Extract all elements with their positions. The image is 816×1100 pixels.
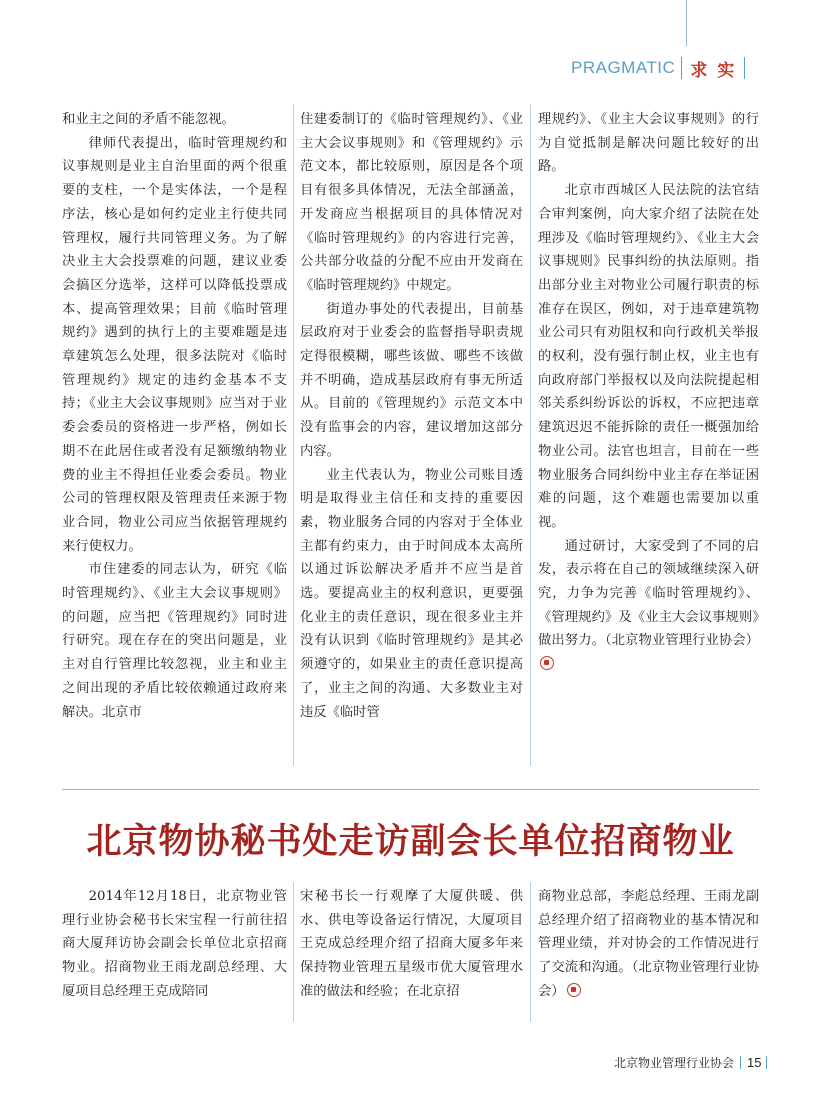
article2-title: 北京物协秘书处走访副会长单位招商物业 xyxy=(86,821,735,862)
top-margin-rule xyxy=(686,0,687,46)
section-header xyxy=(571,53,745,83)
article1-column-3 xyxy=(538,108,759,677)
article1-column-2 xyxy=(300,108,523,724)
header-divider-end xyxy=(744,57,745,79)
paragraph xyxy=(538,535,759,677)
article1-column-1 xyxy=(62,108,287,724)
column-divider xyxy=(293,104,294,766)
footer-divider-end xyxy=(766,1056,767,1069)
seal-icon xyxy=(567,983,581,997)
article-separator xyxy=(62,789,759,790)
paragraph-text: 通过研讨，大家受到了不同的启发，表示将在自己的领域继续深入研究，力争为完善《临时管理规约》、《管理规约》及《业主大会议事规则》做出努力。（北京物业管理行业协会） xyxy=(538,538,759,649)
article2-column-2 xyxy=(300,885,523,1004)
column-divider xyxy=(530,104,531,766)
publication-name: 北京物业管理行业协会 xyxy=(614,1056,735,1070)
page-footer xyxy=(614,1054,767,1071)
paragraph: 市住建委的同志认为，研究《临时管理规约》、《业主大会议事规则》的问题，应当把《管理规约》同时进行研究。现在存在的突出问题是，业主对自行管理比较忽视，业主和业主之间出现的矛盾比较依赖通过政府来解决。北京市 xyxy=(62,562,287,720)
article2-column-3 xyxy=(538,885,759,1004)
footer-divider xyxy=(740,1056,741,1069)
paragraph: 街道办事处的代表提出，目前基层政府对于业委会的监督指导职责规定得很模糊，哪些该做、哪些不该做并不明确，造成基层政府有事无所适从。目前的《管理规约》示范文本中没有监事会的内容，建议增加这部分内容。 xyxy=(300,301,523,459)
column-divider xyxy=(530,882,531,1022)
article2-column-1 xyxy=(62,885,287,1004)
paragraph: 理规约》、《业主大会议事规则》的行为自觉抵制是解决问题比较好的出路。 xyxy=(538,112,759,175)
section-label-cn: 求实 xyxy=(690,60,745,81)
paragraph: 律师代表提出，临时管理规约和议事规则是业主自治里面的两个很重要的支柱，一个是实体法，一个是程序法，核心是如何约定业主行使共同管理权，履行共同管理义务。为了解决业主大会投票难的问题，建议业委会搞区分选举，这样可以降低投票成本、提高管理效果；目前《临时管理规约》遇到的执行上的主要难题是违章建筑怎么处理，很多法院对《临时管理规约》规定的违约金基本不支持；《业主大会议事规则》应当对于业委会委员的资格进一步严格，例如长期不在此居住或者没有足额缴纳物业费的业主不得担任业委会委员。物业公司的管理权限及管理责任来源于物业合同，物业公司应当依据管理规约来行使权力。 xyxy=(62,135,287,554)
paragraph: 2014年12月18日，北京物业管理行业协会秘书长宋宝程一行前往招商大厦拜访协会副会长单位北京招商物业。招商物业王雨龙副总经理、大厦项目总经理王克成陪同 xyxy=(62,889,287,999)
paragraph: 北京市西城区人民法院的法官结合审判案例，向大家介绍了法院在处理涉及《临时管理规约》、《业主大会议事规则》民事纠纷的执法原则。指出部分业主对物业公司履行职责的标准存在误区，例如，对于违章建筑物业公司只有劝阻权和向行政机关举报的权利，没有强行制止权，业主也有向政府部门举报权以及向法院提起相邻关系纠纷诉讼的诉权，不应把违章建筑迟迟不能拆除的责任一概强加给物业公司。法官也坦言，目前在一些物业服务合同纠纷中业主存在举证困难的问题，这个难题也需要加以重视。 xyxy=(538,183,759,530)
header-divider xyxy=(681,57,682,79)
paragraph xyxy=(538,885,759,1004)
page-number: 15 xyxy=(747,1055,762,1070)
paragraph: 住建委制订的《临时管理规约》、《业主大会议事规则》和《管理规约》示范文本，都比较原则，原因是各个项目有很多具体情况，无法全部涵盖，开发商应当根据项目的具体情况对《临时管理规约》的内容进行完善，公共部分收益的分配不应由开发商在《临时管理规约》中规定。 xyxy=(300,112,523,293)
paragraph: 业主代表认为，物业公司账目透明是取得业主信任和支持的重要因素，物业服务合同的内容对于全体业主都有约束力，由于时间成本太高所以通过诉讼解决矛盾并不应当是首选。要提高业主的权利意识，更要强化业主的责任意识，现在很多业主并没有认识到《临时管理规约》是其必须遵守的，如果业主的责任意识提高了，业主之间的沟通、大多数业主对违反《临时管 xyxy=(300,467,523,720)
column-divider xyxy=(293,882,294,1022)
paragraph: 宋秘书长一行观摩了大厦供暖、供水、供电等设备运行情况，大厦项目王克成总经理介绍了招商大厦多年来保持物业管理五星级市优大厦管理水准的做法和经验；在北京招 xyxy=(300,889,523,999)
paragraph-text: 商物业总部，李彪总经理、王雨龙副总经理介绍了招商物业的基本情况和管理业绩，并对协会的工作情况进行了交流和沟通。（北京物业管理行业协会） xyxy=(538,889,759,999)
paragraph: 和业主之间的矛盾不能忽视。 xyxy=(62,112,235,127)
section-label-en: PRAGMATIC xyxy=(571,58,676,77)
seal-icon xyxy=(540,656,554,670)
